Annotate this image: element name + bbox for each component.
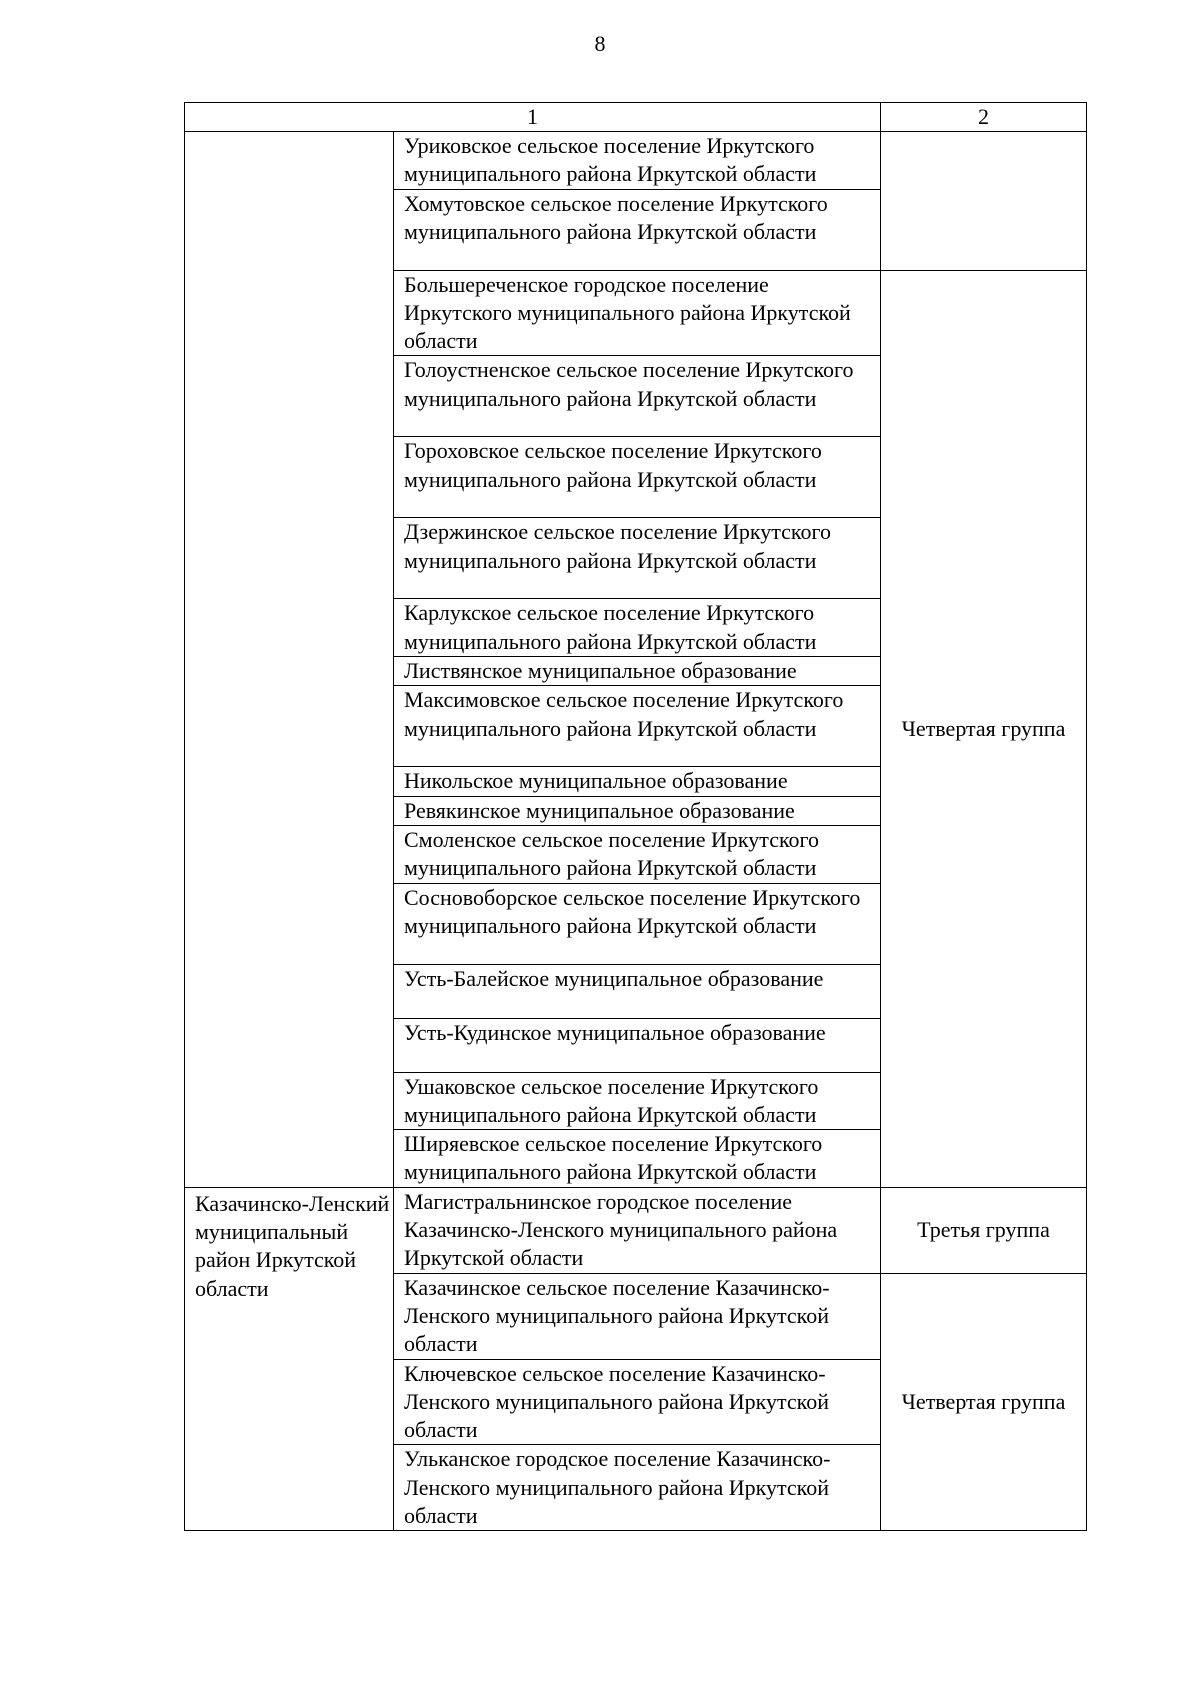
settlement-cell: Никольское муниципальное образование <box>394 767 881 796</box>
settlement-cell: Магистральнинское городское поселение Казачинско-Ленского муниципального района Иркутской области <box>394 1187 881 1273</box>
settlement-cell: Ульканское городское поселение Казачинско-Ленского муниципального района Иркутской области <box>394 1445 881 1531</box>
group-cell-empty <box>881 132 1087 271</box>
settlement-cell: Сосновоборское сельское поселение Иркутского муниципального района Иркутской области <box>394 883 881 964</box>
settlement-cell: Усть-Кудинское муниципальное образование <box>394 1018 881 1072</box>
settlement-cell: Хомутовское сельское поселение Иркутского муниципального района Иркутской области <box>394 189 881 270</box>
district-cell: Казачинско-Ленский муниципальный район Иркутской области <box>185 1187 394 1531</box>
header-cell-1: 1 <box>185 103 881 132</box>
page-number: 8 <box>594 31 606 56</box>
settlements-table <box>184 102 1087 1531</box>
settlement-cell: Смоленское сельское поселение Иркутского муниципального района Иркутской области <box>394 825 881 883</box>
table-row <box>185 1187 1087 1273</box>
district-cell-empty <box>185 132 394 1188</box>
group-cell-fourth: Четвертая группа <box>881 1273 1087 1531</box>
settlement-cell: Ревякинское муниципальное образование <box>394 796 881 825</box>
settlement-cell: Большереченское городское поселение Иркутского муниципального района Иркутской области <box>394 270 881 356</box>
settlement-cell: Казачинское сельское поселение Казачинско-Ленского муниципального района Иркутской области <box>394 1273 881 1359</box>
settlement-cell: Дзержинское сельское поселение Иркутского муниципального района Иркутской области <box>394 518 881 599</box>
header-cell-2: 2 <box>881 103 1087 132</box>
settlement-cell: Уриковское сельское поселение Иркутского муниципального района Иркутской области <box>394 132 881 190</box>
settlement-cell: Усть-Балейское муниципальное образование <box>394 964 881 1018</box>
settlement-cell: Ключевское сельское поселение Казачинско-Ленского муниципального района Иркутской области <box>394 1359 881 1445</box>
settlement-cell: Карлукское сельское поселение Иркутского муниципального района Иркутской области <box>394 599 881 657</box>
settlement-cell: Ширяевское сельское поселение Иркутского муниципального района Иркутской области <box>394 1130 881 1188</box>
table-row <box>185 132 1087 190</box>
settlement-cell: Листвянское муниципальное образование <box>394 657 881 686</box>
settlement-cell: Максимовское сельское поселение Иркутского муниципального района Иркутской области <box>394 686 881 767</box>
table-header-row <box>185 103 1087 132</box>
group-cell-third: Третья группа <box>881 1187 1087 1273</box>
group-cell-fourth: Четвертая группа <box>881 270 1087 1187</box>
settlement-cell: Голоустненское сельское поселение Иркутского муниципального района Иркутской области <box>394 356 881 437</box>
settlement-cell: Ушаковское сельское поселение Иркутского муниципального района Иркутской области <box>394 1072 881 1130</box>
settlement-cell: Гороховское сельское поселение Иркутского муниципального района Иркутской области <box>394 437 881 518</box>
